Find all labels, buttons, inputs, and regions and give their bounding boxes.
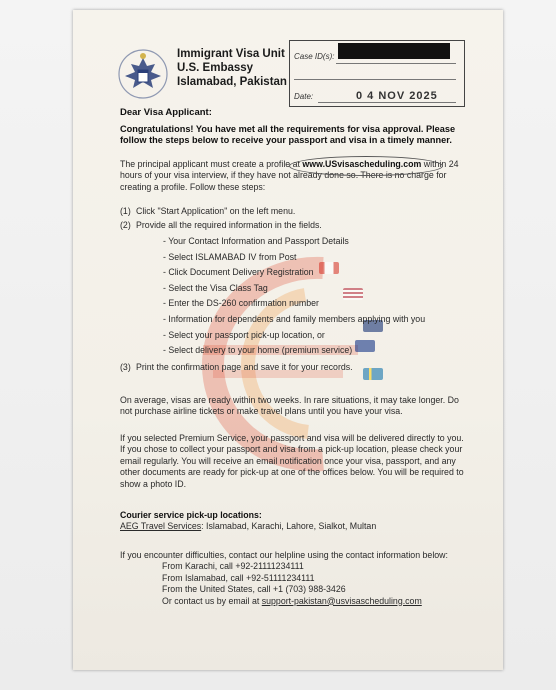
step-item: (1) Click "Start Application" on the left menu. (120, 206, 296, 216)
courier-heading: Courier service pick-up locations: (120, 510, 262, 520)
date-stamp: 0 4 NOV 2025 (356, 90, 438, 102)
courier-provider-link[interactable]: AEG Travel Services (120, 521, 202, 532)
embassy-city: Islamabad, Pakistan (177, 76, 287, 88)
substep-item: - Select ISLAMABAD IV from Post (163, 251, 297, 262)
helpline-usa: From the United States, call +1 (703) 988-3426 (162, 584, 346, 595)
step-item: (2) Provide all the required information in the fields. (120, 220, 322, 231)
helpline-email-row: Or contact us by email at support-pakistan@usvisascheduling.com (162, 595, 422, 606)
step-three: (3) Print the confirmation page and save it for your records. (120, 362, 353, 372)
premium-service-paragraph: If you selected Premium Service, your passport and visa will be delivered directly to you. If you chose to collect your passport and visa from a pick-up location, please check your email regularly. You will receive an email notification once your visa, passport, and any other documents are ready for pick-up at one of the offices below. You will be required to show a photo ID. (120, 433, 464, 489)
helpline-section (120, 550, 480, 607)
substep-item: - Click Document Delivery Registration (163, 267, 314, 278)
date-label: Date: (294, 92, 314, 101)
scheduling-website-link[interactable]: www.USvisascheduling.com (302, 159, 422, 169)
courier-section (120, 510, 470, 533)
courier-locations (120, 521, 470, 532)
greeting: Dear Visa Applicant: (120, 107, 212, 118)
processing-time-paragraph: On average, visas are ready within two weeks. In rare situations, it may take longer. Do not purchase airline tickets or make travel plans until you have your visa. (120, 395, 459, 417)
substeps-list (120, 234, 470, 359)
courier-cities: : Islamabad, Karachi, Lahore, Sialkot, Multan (201, 521, 377, 532)
substep-item: - Your Contact Information and Passport Details (163, 236, 349, 246)
letter-page (73, 10, 503, 670)
support-email-link[interactable]: support-pakistan@usvisascheduling.com (261, 595, 422, 606)
substep-item: - Enter the DS-260 confirmation number (163, 298, 319, 309)
redacted-case-id (338, 43, 450, 59)
intro-text-end: within 24 hours of your visa interview, if they have not already done so. There is no charge for creating a profile. Follow these steps: (120, 159, 459, 192)
substep-item: - Information for dependents and family members applying with you (163, 313, 426, 324)
date-line (318, 102, 456, 103)
helpline-islamabad: From Islamabad, call +92-51111234111 (162, 572, 315, 583)
substep-item: - Select the Visa Class Tag (163, 282, 268, 293)
us-embassy-seal-icon (117, 48, 169, 100)
embassy-address (177, 47, 287, 89)
helpline-karachi: From Karachi, call +92-21111234111 (162, 561, 304, 572)
congratulations-paragraph: Congratulations! You have met all the requirements for visa approval. Please follow the steps below to receive your passport and visa in a timely manner. (120, 124, 456, 146)
intro-text-start: The principal applicant must create a profile at (120, 159, 303, 169)
embassy-name: U.S. Embassy (177, 62, 254, 74)
unit-name: Immigrant Visa Unit (177, 48, 285, 60)
case-info-box (289, 40, 465, 107)
substep-item: - Select delivery to your home (premium service) (163, 345, 353, 356)
helpline-intro: If you encounter difficulties, contact our helpline using the contact information below: (120, 550, 448, 560)
substep-item: - Select your passport pick-up location, or (163, 329, 325, 340)
case-id-line (336, 63, 456, 64)
case-id-line-2 (294, 79, 456, 80)
case-id-label: Case ID(s): (294, 52, 335, 61)
steps-list (120, 206, 470, 232)
pen-circle-annotation (289, 156, 443, 176)
